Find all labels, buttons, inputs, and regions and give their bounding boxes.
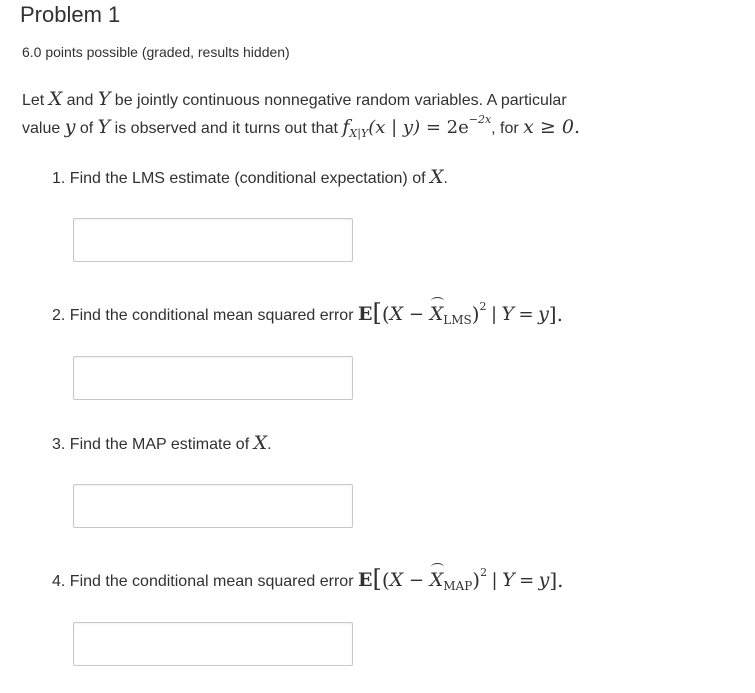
math-density-subscript: X|Y: [349, 127, 369, 140]
question-1-var: X: [430, 166, 444, 188]
math-density-exponent: −2x: [468, 113, 492, 126]
estimator-label-lms: LMS: [443, 313, 472, 327]
estimator-label-map: MAP: [443, 579, 473, 593]
answer-input-4[interactable]: [73, 622, 353, 666]
math-var-x: X: [48, 88, 63, 110]
question-4: 4. Find the conditional mean squared error $E[(X - X_{MAP})^2$ | Y = y].: [52, 565, 564, 593]
intro-line-1: Let X and Y be jointly continuous nonnegative random variables. A particular: [22, 88, 567, 110]
problem-title: Problem 1: [20, 2, 121, 27]
question-1: 1. Find the LMS estimate (conditional expectation) of X.: [52, 166, 448, 188]
math-var-y: Y: [97, 88, 111, 110]
question-3-var: X: [253, 432, 268, 454]
math-var-y-lower: y: [64, 116, 76, 138]
answer-input-3[interactable]: [73, 484, 353, 528]
math-density-rhs: = 2e: [420, 117, 469, 138]
math-condition: x ≥ 0.: [523, 116, 581, 138]
math-density-args: (x | y): [368, 117, 421, 138]
answer-input-1[interactable]: [73, 218, 353, 262]
intro-line-2: value y of Y is observed and it turns out that $f_{X|Y}(x$ | $y) = 2e^{-2x}$, for x ≥ 0.: [22, 113, 581, 140]
question-2: 2. Find the conditional mean squared error $E[(X - X_{LMS})^2$ | Y = y].: [52, 299, 563, 327]
math-density-f: f: [342, 116, 350, 138]
expectation-e: E: [357, 569, 373, 591]
answer-input-2[interactable]: [73, 356, 353, 400]
points-info: 6.0 points possible (graded, results hidden): [22, 44, 290, 60]
estimator-hat-map: X: [429, 569, 444, 591]
expectation-e: E: [357, 303, 373, 325]
estimator-hat-lms: X: [429, 303, 444, 325]
problem-intro: [22, 86, 732, 143]
question-3: 3. Find the MAP estimate of X.: [52, 432, 272, 454]
